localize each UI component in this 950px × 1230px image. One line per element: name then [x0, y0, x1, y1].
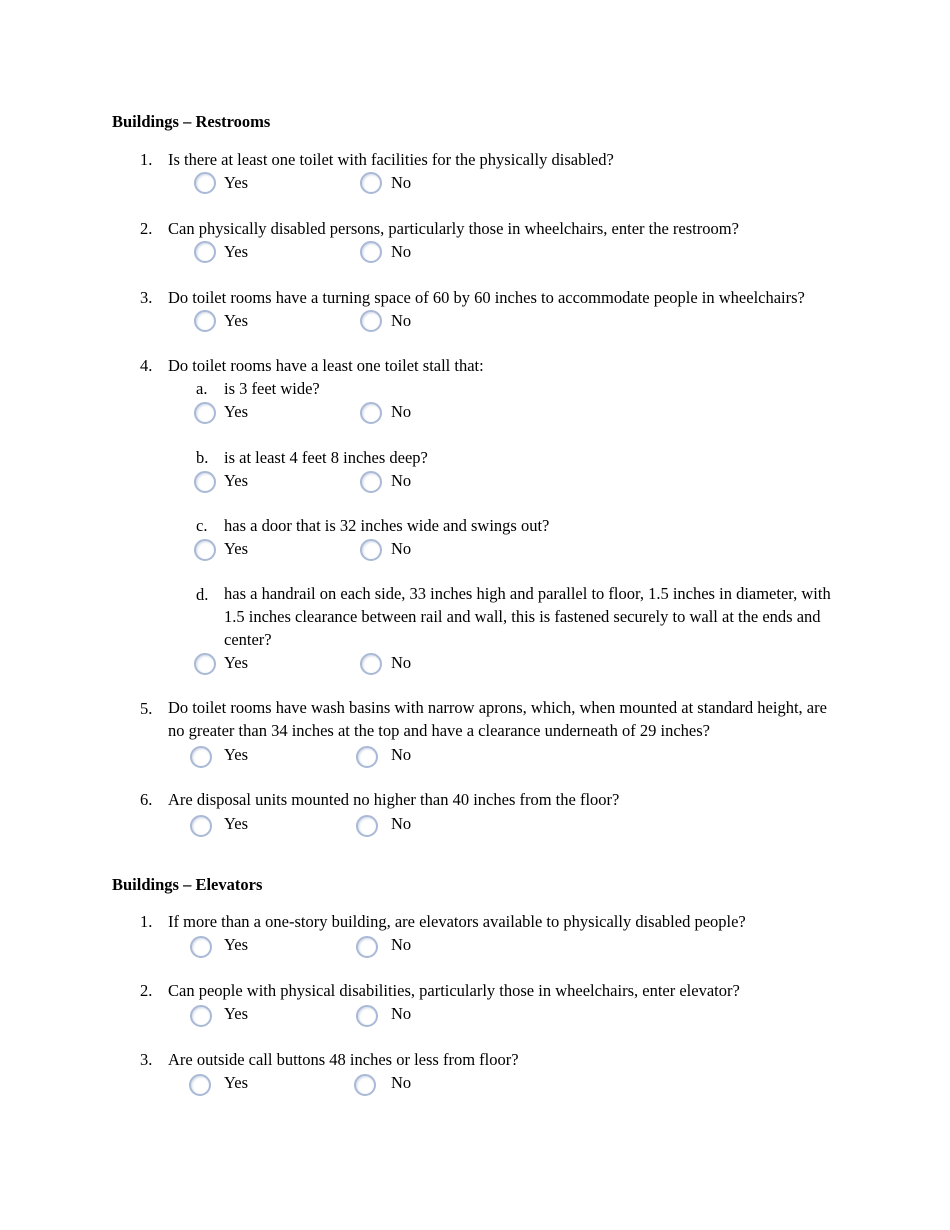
question-text: If more than a one-story building, are elevators available to physically disabled people? — [168, 912, 746, 931]
radio-yes-label: Yes — [224, 242, 249, 261]
radio-yes-label: Yes — [224, 935, 249, 954]
radio-yes-r4c[interactable] — [194, 539, 216, 561]
radio-no-r4b[interactable] — [360, 471, 382, 493]
radio-no-r3[interactable] — [360, 310, 382, 332]
radio-no-label: No — [391, 311, 412, 330]
subquestion-letter: a. — [196, 379, 208, 398]
radio-no-r4c[interactable] — [360, 539, 382, 561]
question-number: 1. — [140, 912, 153, 931]
question-number: 5. — [140, 699, 153, 718]
radio-yes-label: Yes — [224, 539, 249, 558]
question-number: 2. — [140, 981, 153, 1000]
radio-no-r2[interactable] — [360, 241, 382, 263]
question-text: Are disposal units mounted no higher than 40 inches from the floor? — [168, 790, 620, 809]
question-number: 3. — [140, 1050, 153, 1069]
question-text: Are outside call buttons 48 inches or less from floor? — [168, 1050, 519, 1069]
section-heading-elevators: Buildings – Elevators — [112, 875, 263, 894]
question-number: 1. — [140, 150, 153, 169]
radio-no-label: No — [391, 402, 412, 421]
radio-no-label: No — [391, 539, 412, 558]
question-text: Do toilet rooms have a least one toilet stall that: — [168, 356, 484, 375]
radio-yes-r2[interactable] — [194, 241, 216, 263]
radio-yes-label: Yes — [224, 1073, 249, 1092]
question-number: 4. — [140, 356, 153, 375]
radio-no-r1[interactable] — [360, 172, 382, 194]
radio-no-e1[interactable] — [356, 936, 378, 958]
radio-no-label: No — [391, 1004, 412, 1023]
question-text: Is there at least one toilet with facilities for the physically disabled? — [168, 150, 614, 169]
section-heading-restrooms: Buildings – Restrooms — [112, 112, 271, 131]
question-text: Do toilet rooms have a turning space of 60 by 60 inches to accommodate people in wheelchairs? — [168, 288, 805, 307]
radio-yes-e1[interactable] — [190, 936, 212, 958]
radio-yes-label: Yes — [224, 814, 249, 833]
question-number: 2. — [140, 219, 153, 238]
radio-no-label: No — [391, 814, 412, 833]
radio-no-r5[interactable] — [356, 746, 378, 768]
question-text: Do toilet rooms have wash basins with narrow aprons, which, when mounted at standard height, are no greater than 34 inches at the top and have a clearance underneath of 29 inches? — [168, 698, 827, 740]
subquestion-letter: b. — [196, 448, 209, 467]
question-number: 6. — [140, 790, 153, 809]
radio-no-r4d[interactable] — [360, 653, 382, 675]
radio-yes-r6[interactable] — [190, 815, 212, 837]
radio-no-label: No — [391, 242, 412, 261]
radio-yes-label: Yes — [224, 653, 249, 672]
subquestion-text: is at least 4 feet 8 inches deep? — [224, 448, 428, 467]
question-text: Can physically disabled persons, particularly those in wheelchairs, enter the restroom? — [168, 219, 739, 238]
question-number: 3. — [140, 288, 153, 307]
radio-yes-r4b[interactable] — [194, 471, 216, 493]
radio-no-e3[interactable] — [354, 1074, 376, 1096]
subquestion-text: has a door that is 32 inches wide and swings out? — [224, 516, 550, 535]
radio-no-label: No — [391, 173, 412, 192]
radio-yes-r4a[interactable] — [194, 402, 216, 424]
subquestion-text: has a handrail on each side, 33 inches high and parallel to floor, 1.5 inches in diameter, with 1.5 inches clearance between rail and wall, this is fastened securely to wall at the ends and center? — [224, 584, 831, 649]
subquestion-letter: d. — [196, 585, 209, 604]
radio-no-label: No — [391, 935, 412, 954]
question-text: Can people with physical disabilities, particularly those in wheelchairs, enter elevator? — [168, 981, 740, 1000]
radio-yes-r4d[interactable] — [194, 653, 216, 675]
radio-yes-r3[interactable] — [194, 310, 216, 332]
radio-yes-label: Yes — [224, 402, 249, 421]
radio-no-label: No — [391, 653, 412, 672]
radio-yes-label: Yes — [224, 311, 249, 330]
radio-yes-r5[interactable] — [190, 746, 212, 768]
radio-yes-r1[interactable] — [194, 172, 216, 194]
radio-yes-label: Yes — [224, 1004, 249, 1023]
radio-no-e2[interactable] — [356, 1005, 378, 1027]
subquestion-letter: c. — [196, 516, 208, 535]
radio-yes-e3[interactable] — [189, 1074, 211, 1096]
radio-yes-label: Yes — [224, 471, 249, 490]
radio-no-r4a[interactable] — [360, 402, 382, 424]
radio-no-label: No — [391, 745, 412, 764]
subquestion-text: is 3 feet wide? — [224, 379, 320, 398]
radio-no-r6[interactable] — [356, 815, 378, 837]
radio-no-label: No — [391, 471, 412, 490]
radio-yes-label: Yes — [224, 745, 249, 764]
radio-no-label: No — [391, 1073, 412, 1092]
radio-yes-label: Yes — [224, 173, 249, 192]
radio-yes-e2[interactable] — [190, 1005, 212, 1027]
